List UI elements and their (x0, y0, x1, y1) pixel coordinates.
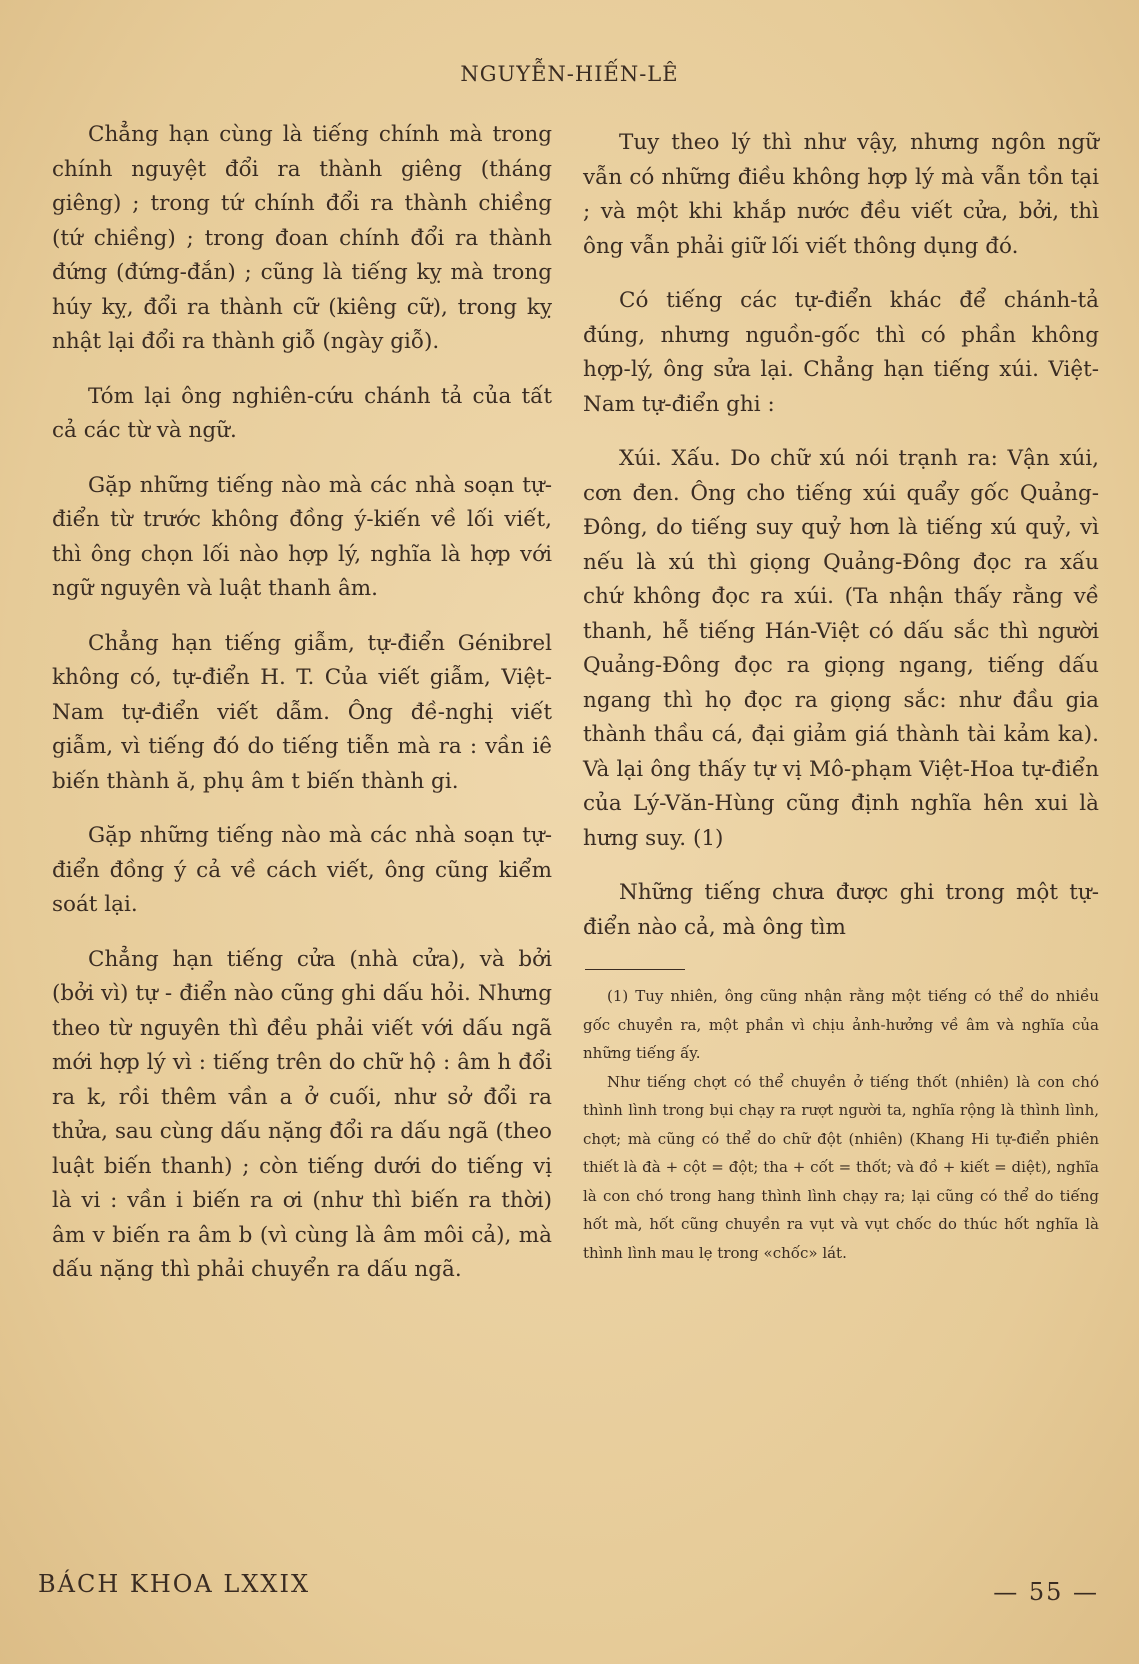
left-column (52, 118, 552, 1308)
paragraph: Tuy theo lý thì như vậy, nhưng ngôn ngữ vẫn có những điều không hợp lý mà vẫn tồn tại ; và một khi khắp nước đều viết cửa, bởi, thì ông vẫn phải giữ lối viết thông dụng đó. (583, 130, 1099, 259)
footnote: (1) Tuy nhiên, ông cũng nhận rằng một tiếng có thể do nhiều gốc chuyền ra, một phần vì chịu ảnh-hưởng về âm và nghĩa của những tiếng ấy. (583, 987, 1099, 1062)
paragraph: Tóm lại ông nghiên-cứu chánh tả của tất cả các từ và ngữ. (52, 383, 552, 443)
paragraph: Chẳng hạn tiếng cửa (nhà cửa), và bởi (bởi vì) tự - điển nào cũng ghi dấu hỏi. Nhưng theo từ nguyên thì đều phải viết với dấu ngã mới hợp lý vì : tiếng trên do chữ hộ : âm h đổi ra k, rồi thêm vần a ở cuối, như sở đổi ra thửa, sau cùng dấu nặng đổi ra dấu ngã (theo luật biến thanh) ; còn tiếng dưới do tiếng vị là vi : vần i biến ra ơi (như thì biến ra thời) âm v biến ra âm b (vì cùng là âm môi cả), mà dấu nặng thì phải chuyển ra dấu ngã. (52, 946, 552, 1282)
right-column (583, 126, 1099, 1267)
dictionary-quote: Xúi. Xấu. Do chữ xú nói trạnh ra: Vận xúi, cơn đen. Ông cho tiếng xúi quẩy gốc Quảng-Đông, do tiếng suy quỷ hơn là tiếng xú quỷ, vì nếu là xú thì giọng Quảng-Đông đọc ra xấu chứ không đọc ra xúi. (Ta nhận thấy rằng về thanh, hễ tiếng Hán-Việt có dấu sắc thì người Quảng-Đông đọc ra giọng ngang, tiếng dấu ngang thì họ đọc ra giọng sắc: như đầu gia thành thầu cá, đại giảm giá thành tài kảm ka). Và lại ông thấy tự vị Mô-phạm Việt-Hoa tự-điển của Lý-Văn-Hùng cũng định nghĩa hên xui là hưng suy. (1) (583, 446, 1099, 851)
paragraph: Những tiếng chưa được ghi trong một tự-điển nào cả, mà ông tìm (583, 880, 1099, 940)
paragraph: Chẳng hạn tiếng giẫm, tự-điển Génibrel không có, tự-điển H. T. Của viết giẫm, Việt-Nam tự-điển viết dẫm. Ông đề-nghị viết giẫm, vì tiếng đó do tiếng tiễn mà ra : vần iê biến thành ă, phụ âm t biến thành gi. (52, 630, 552, 794)
footnote-rule (585, 969, 685, 970)
running-header: NGUYỄN-HIẾN-LÊ (460, 62, 679, 86)
paragraph: Chẳng hạn cùng là tiếng chính mà trong chính nguyệt đổi ra thành giêng (tháng giêng) ; trong tứ chính đổi ra thành chiềng (tứ chiềng) ; trong đoan chính đổi ra thành đứng (đứng-đắn) ; cũng là tiếng kỵ mà trong húy kỵ, đổi ra thành cữ (kiêng cữ), trong kỵ nhật lại đổi ra thành giỗ (ngày giỗ). (52, 122, 552, 354)
page-number: — 55 — (993, 1578, 1099, 1606)
footnotes (583, 982, 1099, 1267)
magazine-footer: BÁCH KHOA LXXIX (38, 1570, 311, 1598)
paragraph: Gặp những tiếng nào mà các nhà soạn tự-điển đồng ý cả về cách viết, ông cũng kiểm soát lại. (52, 823, 552, 917)
paragraph: Có tiếng các tự-điển khác để chánh-tả đúng, nhưng nguồn-gốc thì có phần không hợp-lý, ông sửa lại. Chẳng hạn tiếng xúi. Việt-Nam tự-điển ghi : (583, 288, 1099, 417)
paragraph: Gặp những tiếng nào mà các nhà soạn tự-điển từ trước không đồng ý-kiến về lối viết, thì ông chọn lối nào hợp lý, nghĩa là hợp với ngữ nguyên và luật thanh âm. (52, 472, 552, 601)
footnote: Như tiếng chợt có thể chuyền ở tiếng thốt (nhiên) là con chó thình lình trong bụi chạy ra rượt người ta, nghĩa rộng là thình lình, chợt; mà cũng có thể do chữ đột (nhiên) (Khang Hi tự-điển phiên thiết là đà + cột = đột; tha + cốt = thốt; và đồ + kiết = diệt), nghĩa là con chó trong hang thình lình chạy ra; lại cũng có thể do tiếng hốt mà, hốt cũng chuyền ra vụt và vụt chốc do thúc hốt nghĩa là thình lình mau lẹ trong «chốc» lát. (583, 1072, 1099, 1262)
